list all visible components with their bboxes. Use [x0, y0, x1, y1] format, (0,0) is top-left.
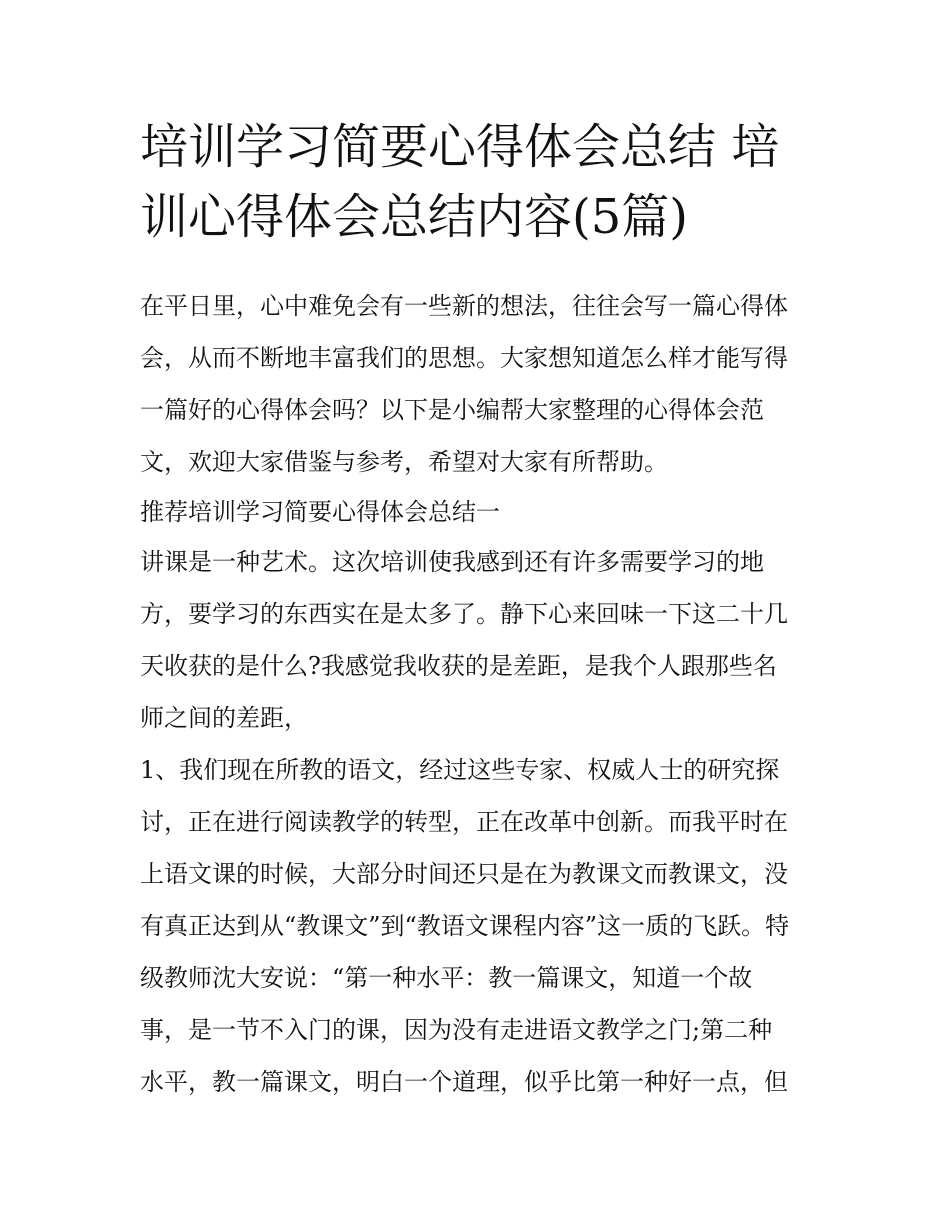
paragraph-line: 上语文课的时候，大部分时间还只是在为教课文而教课文，没 [140, 860, 788, 888]
paragraph-line: 讲课是一种艺术。这次培训使我感到还有许多需要学习的地 [140, 548, 764, 576]
title-line-2: 训心得体会总结内容(5篇) [140, 189, 688, 245]
paragraph-line: 事，是一节不入门的课，因为没有走进语文教学之门;第二种 [140, 1016, 773, 1044]
paragraph-line: 讨，正在进行阅读教学的转型，正在改革中创新。而我平时在 [140, 808, 788, 836]
intro-line: 在平日里，心中难免会有一些新的想法，往往会写一篇心得体 [140, 292, 788, 320]
intro-line: 会，从而不断地丰富我们的思想。大家想知道怎么样才能写得 [140, 344, 788, 372]
document-title [140, 112, 820, 252]
paragraph-line: 1、我们现在所教的语文，经过这些专家、权威人士的研究探 [140, 756, 780, 784]
paragraph-line: 天收获的是什么?我感觉我收获的是差距，是我个人跟那些名 [140, 652, 777, 680]
intro-line: 一篇好的心得体会吗？以下是小编帮大家整理的心得体会范 [140, 396, 764, 424]
paragraph-line: 方，要学习的东西实在是太多了。静下心来回味一下这二十几 [140, 600, 788, 628]
paragraph-line: 师之间的差距， [140, 704, 308, 732]
paragraph-2 [140, 744, 820, 1108]
paragraph-line: 有真正达到从“教课文”到“教语文课程内容”这一质的飞跃。特 [140, 912, 790, 940]
section-heading: 推荐培训学习简要心得体会总结一 [140, 498, 500, 526]
paragraph-line: 水平，教一篇课文，明白一个道理，似乎比第一种好一点，但 [140, 1068, 788, 1096]
intro-line: 文，欢迎大家借鉴与参考，希望对大家有所帮助。 [140, 448, 668, 476]
intro-paragraph [140, 280, 820, 488]
paragraph-1 [140, 536, 820, 744]
document-body [140, 280, 820, 1108]
title-line-1: 培训学习简要心得体会总结 培 [140, 119, 780, 175]
paragraph-line: 级教师沈大安说：“第一种水平：教一篇课文，知道一个故 [140, 964, 753, 992]
